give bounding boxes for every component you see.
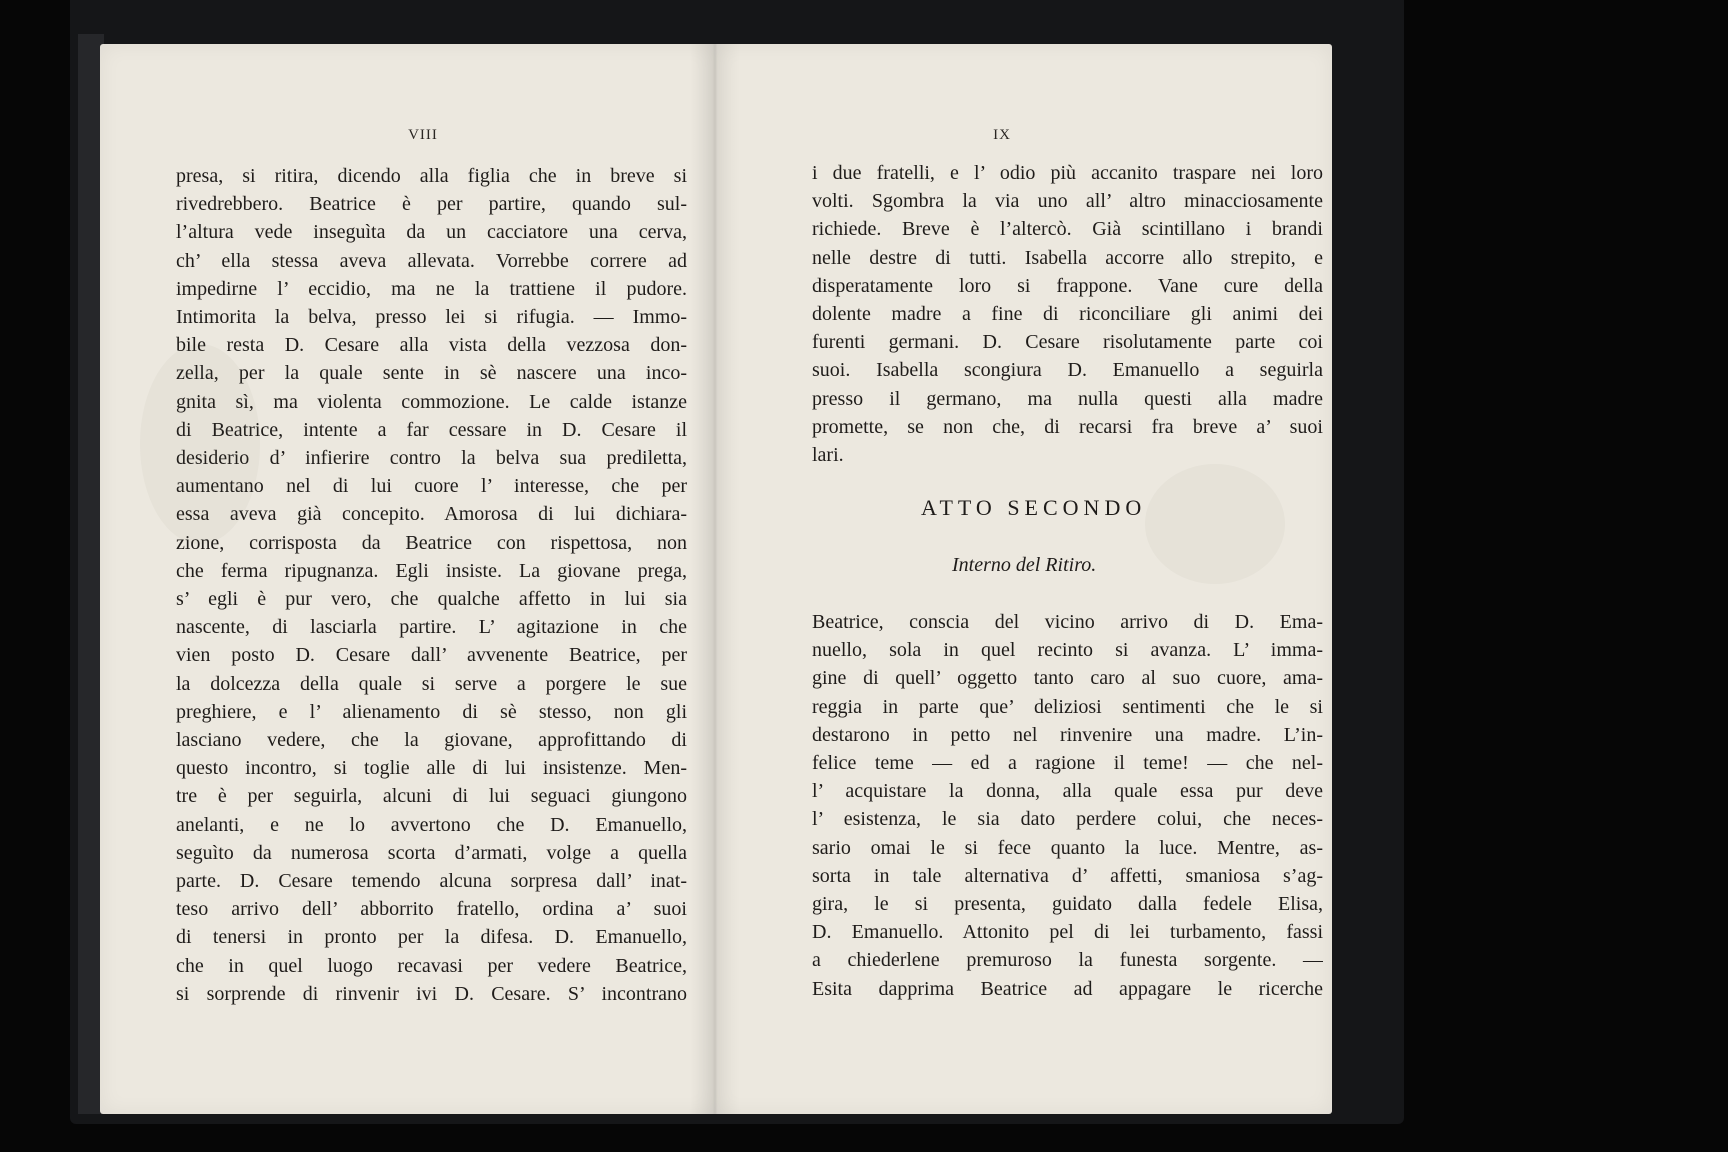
text-line: disperatamente loro si frappone. Vane cure della — [812, 274, 1323, 297]
text-line: richiede. Breve è l’altercò. Già scintillano i brandi — [812, 218, 1323, 241]
text-line: parte. D. Cesare temendo alcuna sorpresa dall’ inat- — [176, 870, 687, 893]
left-page — [100, 44, 715, 1114]
book-gutter — [690, 44, 740, 1114]
text-line: gnita sì, ma violenta commozione. Le calde istanze — [176, 390, 687, 413]
text-line: zione, corrisposta da Beatrice con rispettosa, non — [176, 531, 687, 554]
right-page-number: IX — [993, 127, 1011, 143]
text-line: seguìto da numerosa scorta d’armati, volge a quella — [176, 841, 687, 864]
text-line: destarono in petto nel rinvenire una madre. L’in- — [812, 723, 1323, 746]
text-line: nuello, sola in quel recinto si avanza. L’ imma- — [812, 639, 1323, 662]
text-line: ch’ ella stessa aveva allevata. Vorrebbe correre ad — [176, 249, 687, 272]
text-line: suoi. Isabella scongiura D. Emanuello a seguirla — [812, 359, 1323, 382]
text-line: questo incontro, si toglie alle di lui insistenze. Men- — [176, 757, 687, 780]
text-line: presso il germano, ma nulla questi alla madre — [812, 387, 1323, 410]
text-line: a chiederlene premuroso la funesta sorgente. — — [812, 949, 1323, 972]
text-line: gira, le si presenta, guidato dalla fedele Elisa, — [812, 893, 1323, 916]
text-line: rivedrebbero. Beatrice è per partire, quando sul- — [176, 193, 687, 216]
text-line: si sorprende di rinvenir ivi D. Cesare. S’ incontrano — [176, 982, 687, 1005]
text-line: l’ esistenza, le sia dato perdere colui, che neces- — [812, 808, 1323, 831]
text-line: promette, se non che, di recarsi fra breve a’ suoi — [812, 415, 1323, 438]
text-line: nelle destre di tutti. Isabella accorre allo strepito, e — [812, 246, 1323, 269]
text-line: anelanti, e ne lo avvertono che D. Emanuello, — [176, 813, 687, 836]
text-line: di tenersi in pronto per la difesa. D. Emanuello, — [176, 926, 687, 949]
text-line: presa, si ritira, dicendo alla figlia che in breve si — [176, 165, 687, 187]
left-page-number: VIII — [408, 127, 438, 143]
section-subtitle: Interno del Ritiro. — [952, 554, 1097, 576]
section-title: ATTO SECONDO — [921, 495, 1147, 520]
text-line: s’ egli è pur vero, che qualche affetto in lui sia — [176, 588, 687, 611]
text-line: Beatrice, conscia del vicino arrivo di D. Ema- — [812, 611, 1323, 633]
text-line: zella, per la quale sente in sè nascere una inco- — [176, 362, 687, 385]
text-line: Esita dapprima Beatrice ad appagare le ricerche — [812, 977, 1323, 1000]
text-line: desiderio d’ infierire contro la belva sua prediletta, — [176, 447, 687, 470]
text-line: di Beatrice, intente a far cessare in D. Cesare il — [176, 418, 687, 441]
text-line: reggia in parte que’ deliziosi sentimenti che le si — [812, 695, 1323, 718]
text-line: felice teme — ed a ragione il teme! — che nel- — [812, 752, 1323, 775]
text-line: sario omai le si fece quanto la luce. Mentre, as- — [812, 836, 1323, 859]
text-line: teso arrivo dell’ abborrito fratello, ordina a’ suoi — [176, 898, 687, 921]
text-line: volti. Sgombra la via uno all’ altro minacciosamente — [812, 190, 1323, 213]
text-line: bile resta D. Cesare alla vista della vezzosa don- — [176, 334, 687, 357]
text-line: dolente madre a fine di riconciliare gli animi dei — [812, 303, 1323, 326]
text-line: che in quel luogo recavasi per vedere Beatrice, — [176, 954, 687, 977]
left-page-text — [176, 162, 687, 1008]
text-line: preghiere, e l’ alienamento di sè stesso, non gli — [176, 700, 687, 723]
text-line: i due fratelli, e l’ odio più accanito traspare nei loro — [812, 162, 1323, 184]
text-line: essa aveva già concepito. Amorosa di lui dichiara- — [176, 503, 687, 526]
text-line: l’ acquistare la donna, alla quale essa pur deve — [812, 780, 1323, 803]
text-line: tre è per seguirla, alcuni di lui seguaci giungono — [176, 785, 687, 808]
text-line: che ferma ripugnanza. Egli insiste. La giovane prega, — [176, 559, 687, 582]
text-line: lari. — [812, 444, 844, 467]
right-page — [715, 44, 1332, 1114]
text-line: nascente, di lasciarla partire. L’ agitazione in che — [176, 616, 687, 639]
text-line: lasciano vedere, che la giovane, approfittando di — [176, 729, 687, 752]
right-page-text-bottom — [812, 608, 1323, 1003]
text-line: aumentano nel di lui cuore l’ interesse, che per — [176, 475, 687, 498]
text-line: sorta in tale alternativa d’ affetti, smaniosa s’ag- — [812, 864, 1323, 887]
text-line: D. Emanuello. Attonito pel di lei turbamento, fassi — [812, 921, 1323, 944]
text-line: la dolcezza della quale si serve a porgere le sue — [176, 672, 687, 695]
paper-stain — [1145, 464, 1285, 584]
text-line: gine di quell’ oggetto tanto caro al suo cuore, ama- — [812, 667, 1323, 690]
text-line: Intimorita la belva, presso lei si rifugia. — Immo- — [176, 306, 687, 329]
text-line: vien posto D. Cesare dall’ avvenente Beatrice, per — [176, 644, 687, 667]
paper-stain — [140, 344, 260, 544]
text-line: impedirne l’ eccidio, ma ne la trattiene il pudore. — [176, 277, 687, 300]
text-line: furenti germani. D. Cesare risolutamente parte coi — [812, 331, 1323, 354]
right-page-text-top — [812, 159, 1323, 469]
open-book — [100, 44, 1332, 1114]
text-line: l’altura vede inseguìta da un cacciatore una cerva, — [176, 221, 687, 244]
